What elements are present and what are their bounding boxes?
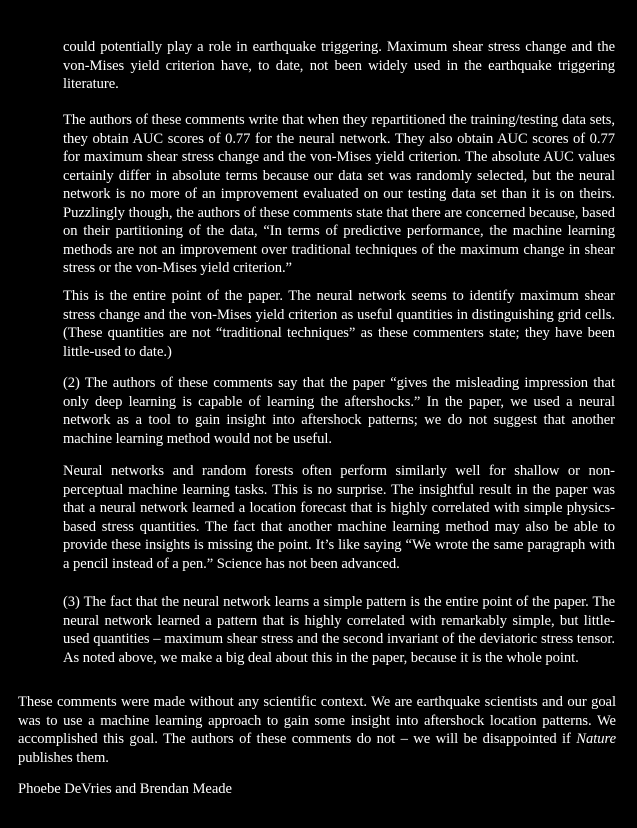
closing-journal-name: Nature bbox=[576, 731, 616, 747]
paragraph-closing bbox=[18, 693, 616, 767]
paragraph-point-of-paper: This is the entire point of the paper. The neural network seems to identify maximum shear stress change and the von-Mises yield criterion as useful quantities in distinguishing grid cells. (These quantities are not “traditional techniques” as these commenters state; they have been little-used to date.) bbox=[63, 288, 615, 360]
paragraph-auc-scores: The authors of these comments write that when they repartitioned the training/testing data sets, they obtain AUC scores of 0.77 for the neural network. They also obtain AUC scores of 0.77 for maximum shear stress change and the von-Mises yield criterion. The absolute AUC values certainly differ in absolute terms because our data set was randomly selected, but the neural network is no more of an improvement evaluated on our testing data set than it is on theirs. Puzzlingly though, the authors of these comments state that there are concerned because, based on their partitioning of the data, “In terms of predictive performance, the machine learning methods are not an improvement over traditional techniques of the maximum change in shear stress or the von-Mises yield criterion.” bbox=[63, 112, 615, 276]
closing-text-after: publishes them. bbox=[18, 749, 109, 766]
paragraph-continuation: could potentially play a role in earthquake triggering. Maximum shear stress change and the von-Mises yield criterion have, to date, not been widely used in the earthquake triggering literature. bbox=[63, 39, 615, 92]
closing-text-before: These comments were made without any scientific context. We are earthquake scientists and our goal was to use a machine learning approach to gain some insight into aftershock location patterns. We accomplished this goal. The authors of these comments do not – we will be disappointed if bbox=[18, 694, 616, 747]
paragraph-random-forests: Neural networks and random forests often perform similarly well for shallow or non-perceptual machine learning tasks. This is no surprise. The insightful result in the paper was that a neural network learned a location forecast that is highly correlated with simple physics-based stress quantities. The fact that another machine learning method may also be able to provide these insights is missing the point. It’s like saying “We wrote the same paragraph with a pencil instead of a pen.” Science has not been advanced. bbox=[63, 463, 615, 572]
signature: Phoebe DeVries and Brendan Meade bbox=[18, 781, 232, 797]
paragraph-point-2: (2) The authors of these comments say that the paper “gives the misleading impression that only deep learning is capable of learning the aftershocks.” In the paper, we used a neural network as a tool to gain insight into aftershock patterns; we do not suggest that another machine learning method would not be useful. bbox=[63, 375, 615, 447]
paragraph-point-3: (3) The fact that the neural network learns a simple pattern is the entire point of the paper. The neural network learned a pattern that is highly correlated with remarkably simple, but little-used quantities – maximum shear stress and the second invariant of the deviatoric stress tensor. As noted above, we make a big deal about this in the paper, because it is the whole point. bbox=[63, 594, 615, 666]
